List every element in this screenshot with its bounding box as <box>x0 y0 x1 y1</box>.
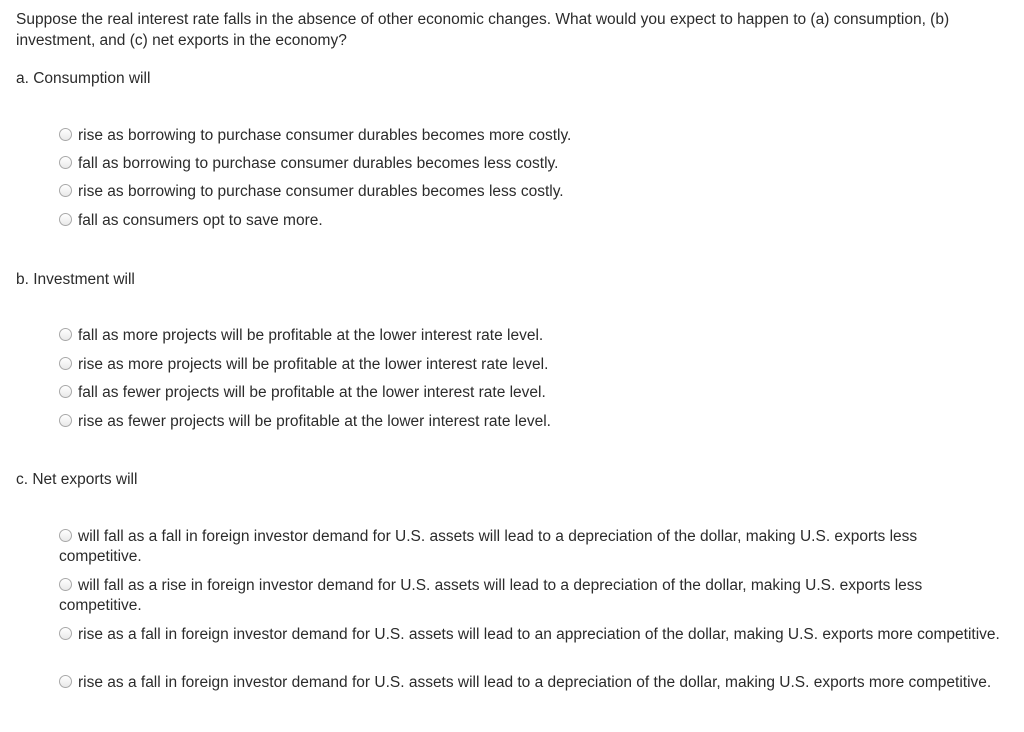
option-c-3[interactable] <box>59 625 1004 645</box>
radio-button[interactable] <box>59 184 72 197</box>
radio-button[interactable] <box>59 328 72 341</box>
option-c-1[interactable] <box>59 527 1004 567</box>
part-c-label: c. Net exports will <box>16 471 138 488</box>
option-a-4[interactable] <box>59 211 323 231</box>
radio-button[interactable] <box>59 675 72 688</box>
option-label: fall as fewer projects will be profitable at the lower interest rate level. <box>78 384 546 401</box>
question-text: Suppose the real interest rate falls in the absence of other economic changes. What would you expect to happen to (a) consumption, (b) investment, and (c) net exports in the economy? <box>16 11 950 49</box>
option-c-4[interactable] <box>59 673 1004 693</box>
radio-button[interactable] <box>59 357 72 370</box>
option-label: rise as more projects will be profitable at the lower interest rate level. <box>78 356 549 373</box>
part-a-label: a. Consumption will <box>16 70 151 87</box>
option-label: fall as more projects will be profitable at the lower interest rate level. <box>78 327 544 344</box>
radio-button[interactable] <box>59 213 72 226</box>
radio-button[interactable] <box>59 578 72 591</box>
radio-button[interactable] <box>59 128 72 141</box>
option-label: will fall as a fall in foreign investor demand for U.S. assets will lead to a depreciation of the dollar, making U.S. exports less competitive. <box>59 528 918 565</box>
radio-button[interactable] <box>59 529 72 542</box>
option-label: will fall as a rise in foreign investor demand for U.S. assets will lead to a depreciation of the dollar, making U.S. exports less competitive. <box>59 577 923 614</box>
radio-button[interactable] <box>59 156 72 169</box>
option-label: rise as a fall in foreign investor demand for U.S. assets will lead to an appreciation of the dollar, making U.S. exports more competitive. <box>78 626 1000 643</box>
option-c-2[interactable] <box>59 576 1004 616</box>
option-b-3[interactable] <box>59 383 546 403</box>
option-a-1[interactable] <box>59 126 571 146</box>
option-label: fall as consumers opt to save more. <box>78 212 323 229</box>
radio-button[interactable] <box>59 627 72 640</box>
part-b-label: b. Investment will <box>16 271 135 288</box>
option-a-2[interactable] <box>59 154 558 174</box>
option-label: rise as borrowing to purchase consumer durables becomes more costly. <box>78 127 572 144</box>
radio-button[interactable] <box>59 385 72 398</box>
option-b-2[interactable] <box>59 355 548 375</box>
radio-button[interactable] <box>59 414 72 427</box>
option-label: rise as a fall in foreign investor demand for U.S. assets will lead to a depreciation of the dollar, making U.S. exports more competitive. <box>78 674 992 691</box>
option-label: fall as borrowing to purchase consumer durables becomes less costly. <box>78 155 559 172</box>
option-label: rise as borrowing to purchase consumer durables becomes less costly. <box>78 183 564 200</box>
option-a-3[interactable] <box>59 182 564 202</box>
option-label: rise as fewer projects will be profitable at the lower interest rate level. <box>78 413 551 430</box>
option-b-4[interactable] <box>59 412 551 432</box>
option-b-1[interactable] <box>59 326 543 346</box>
